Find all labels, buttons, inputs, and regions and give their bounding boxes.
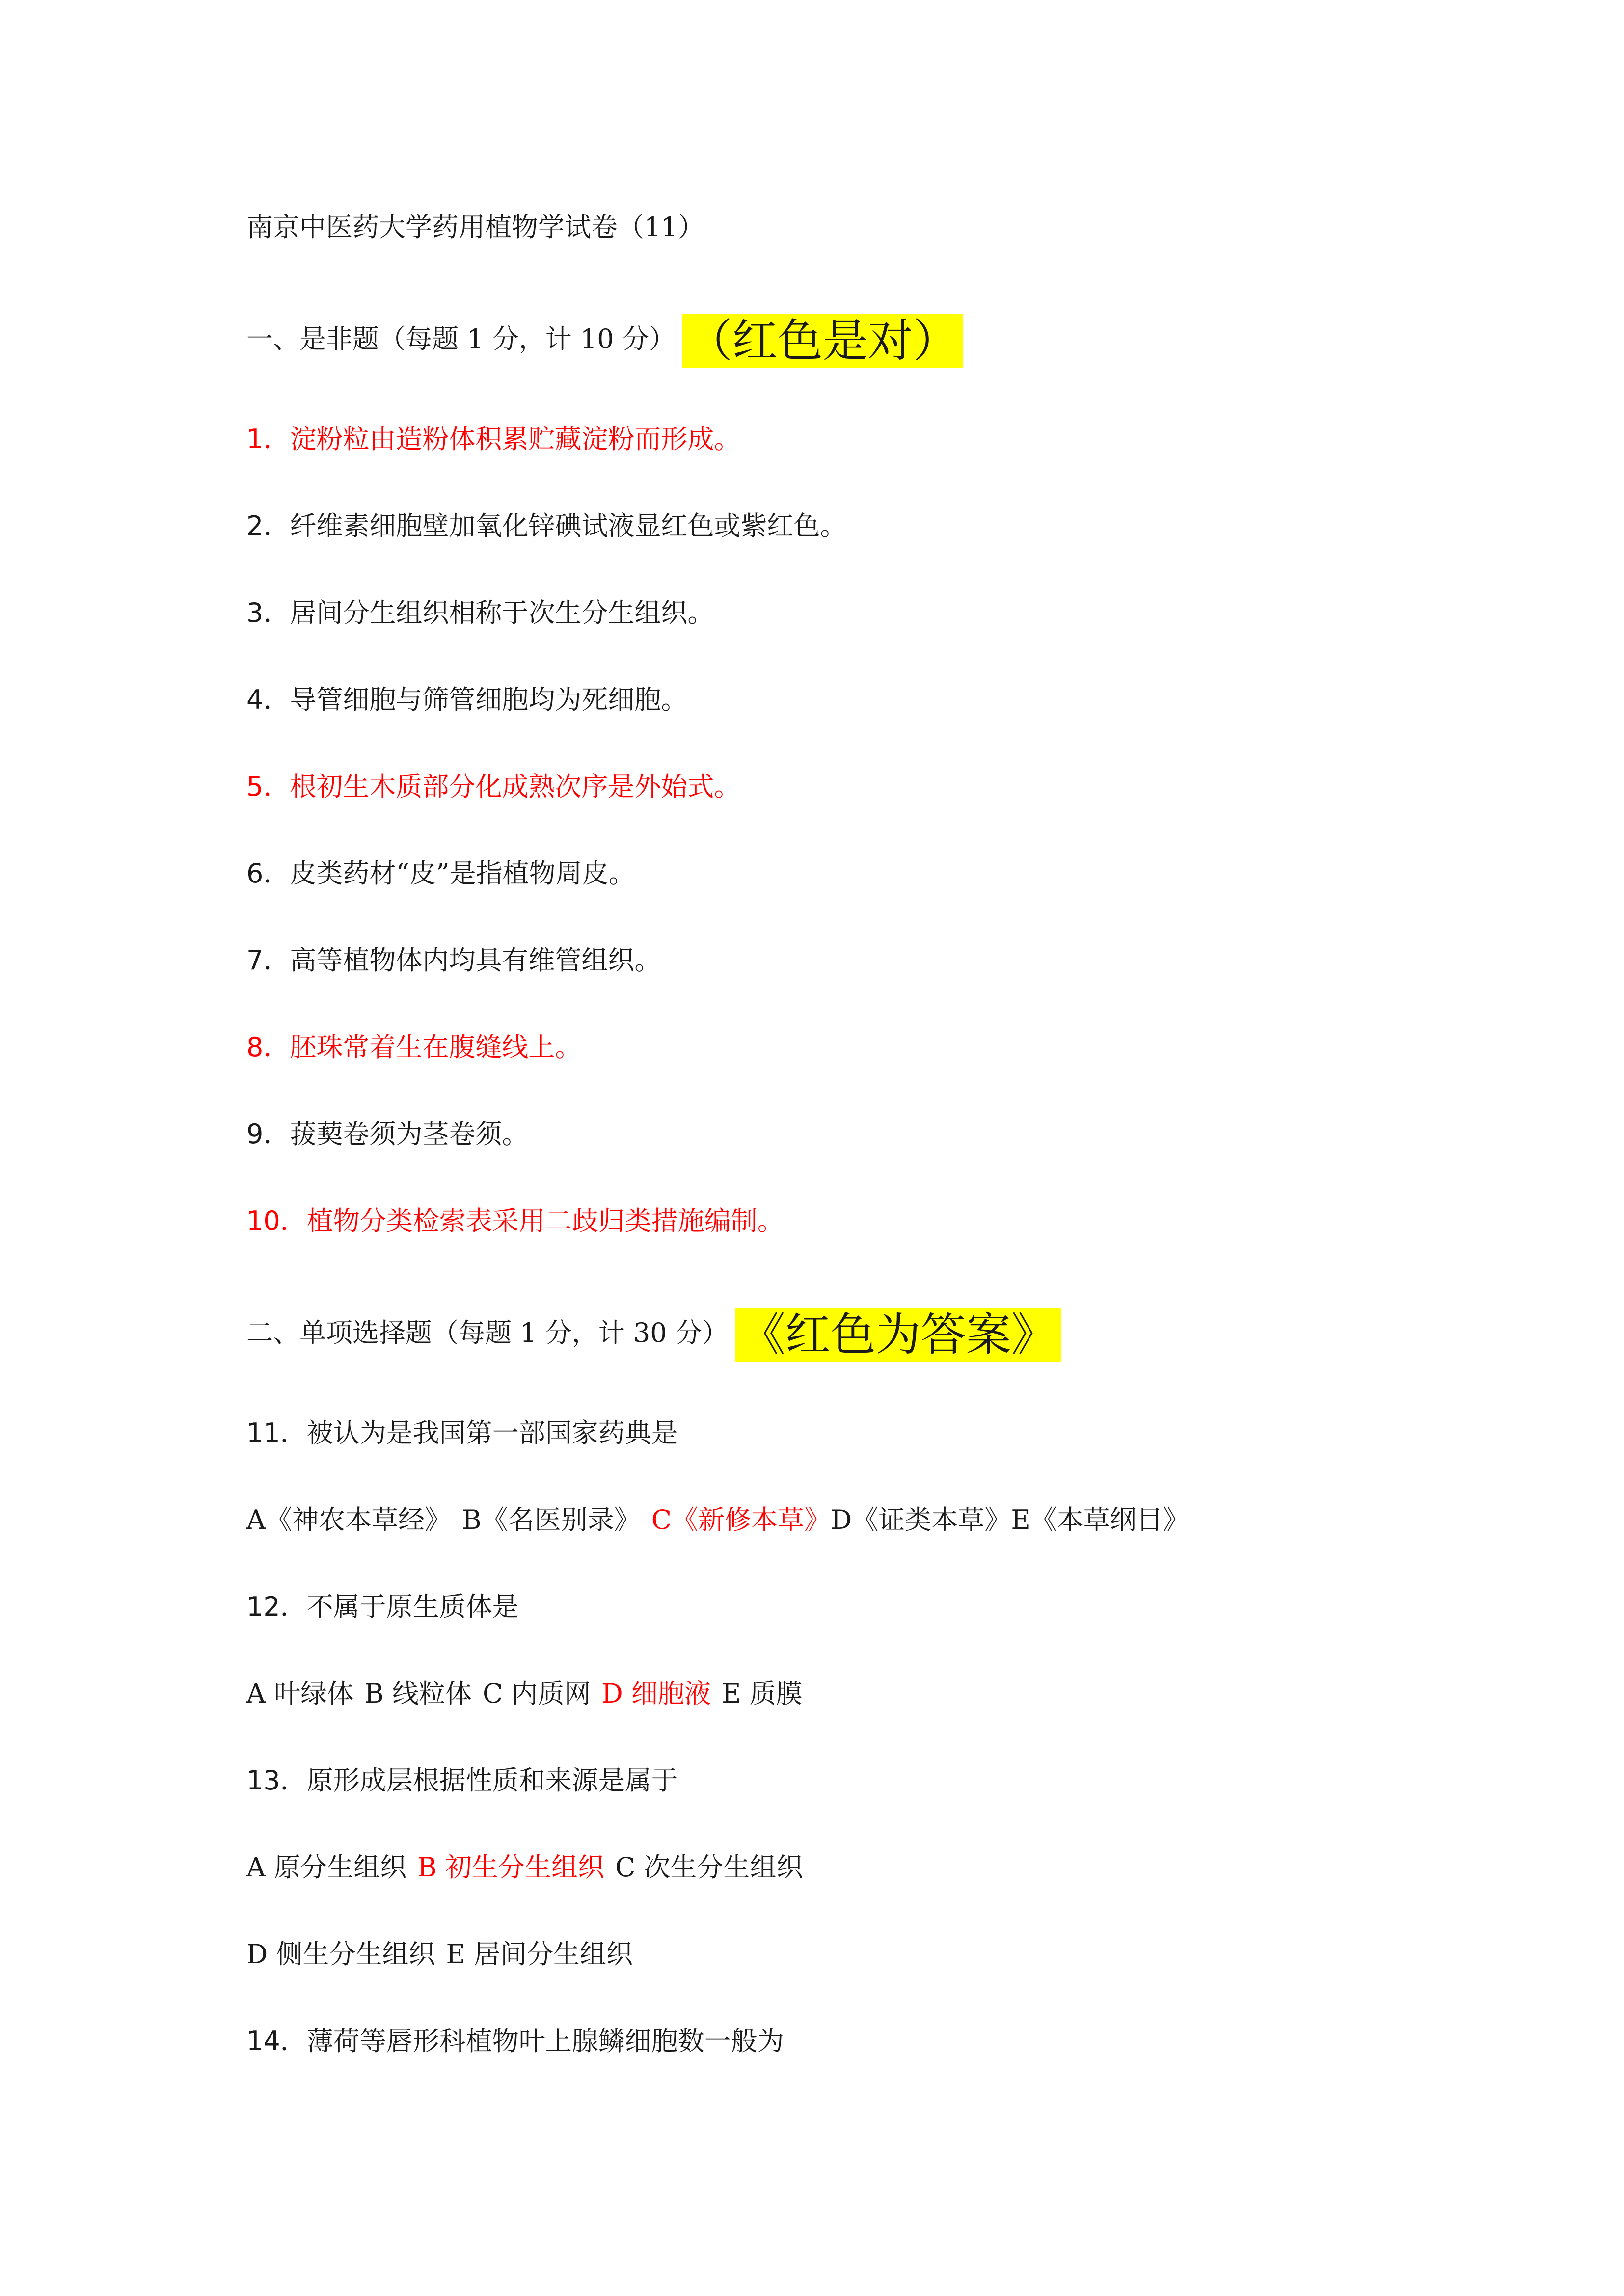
section2-answer-key-badge: 《红色为答案》 xyxy=(735,1308,1061,1362)
question-text: 被认为是我国第一部国家药典是 xyxy=(306,1417,678,1448)
option-d-answer: D 细胞液 xyxy=(601,1678,711,1709)
item-text: 植物分类检索表采用二歧归类措施编制。 xyxy=(306,1205,784,1236)
option-b: B 线粒体 xyxy=(364,1678,472,1709)
question-number: 11． xyxy=(246,1417,307,1448)
item-number: 6． xyxy=(246,858,290,889)
page-title: 南京中医药大学药用植物学试卷（11） xyxy=(246,212,704,242)
option-e: E 居间分生组织 xyxy=(446,1939,633,1970)
question-12 xyxy=(246,1590,519,1624)
question-11 xyxy=(246,1416,678,1450)
question-13 xyxy=(246,1763,678,1798)
item-number: 1． xyxy=(246,424,290,454)
question-number: 12． xyxy=(246,1591,307,1622)
item-number: 5． xyxy=(246,771,290,802)
section1-heading-text: 一、是非题（每题 1 分，计 10 分） xyxy=(246,323,676,354)
question-text: 原形成层根据性质和来源是属于 xyxy=(306,1765,678,1796)
option-d: D 侧生分生组织 xyxy=(246,1939,435,1970)
item-number: 7． xyxy=(246,945,290,976)
tf-item-7 xyxy=(246,943,661,978)
section2-heading-text: 二、单项选择题（每题 1 分，计 30 分） xyxy=(246,1317,729,1348)
tf-item-1 xyxy=(246,422,740,456)
item-text: 胚珠常着生在腹缝线上。 xyxy=(290,1032,582,1063)
option-a: A 原分生组织 xyxy=(246,1852,407,1883)
item-text: 高等植物体内均具有维管组织。 xyxy=(290,945,661,976)
item-text: 菝葜卷须为茎卷须。 xyxy=(290,1119,529,1149)
option-c: C 次生分生组织 xyxy=(615,1852,803,1883)
item-text: 淀粉粒由造粉体积累贮藏淀粉而形成。 xyxy=(290,424,741,454)
tf-item-8 xyxy=(246,1030,581,1065)
item-text: 皮类药材“皮”是指植物周皮。 xyxy=(290,858,635,889)
tf-item-5 xyxy=(246,770,740,804)
option-c-answer: C《新修本草》 xyxy=(651,1504,831,1535)
option-a: A《神农本草经》 xyxy=(246,1504,451,1535)
item-number: 2． xyxy=(246,510,290,541)
question-number: 14． xyxy=(246,2026,307,2056)
option-b-answer: B 初生分生组织 xyxy=(417,1852,605,1883)
question-11-options xyxy=(246,1503,1190,1537)
item-number: 10． xyxy=(246,1205,307,1236)
question-number: 13． xyxy=(246,1765,307,1796)
section1-answer-key-badge: （红色是对） xyxy=(682,314,963,368)
question-text: 薄荷等唇形科植物叶上腺鳞细胞数一般为 xyxy=(306,2026,784,2056)
question-12-options xyxy=(246,1677,803,1711)
item-number: 9． xyxy=(246,1119,290,1149)
item-text: 居间分生组织相称于次生分生组织。 xyxy=(290,597,714,628)
tf-item-10 xyxy=(246,1204,784,1238)
item-number: 3． xyxy=(246,597,290,628)
option-a: A 叶绿体 xyxy=(246,1678,354,1709)
item-number: 8． xyxy=(246,1032,290,1063)
option-e: E《本草纲目》 xyxy=(1011,1504,1190,1535)
tf-item-3 xyxy=(246,596,714,630)
section2-heading xyxy=(246,1308,1061,1362)
option-c: C 内质网 xyxy=(483,1678,591,1709)
tf-item-2 xyxy=(246,509,846,543)
question-text: 不属于原生质体是 xyxy=(306,1591,519,1622)
item-text: 根初生木质部分化成熟次序是外始式。 xyxy=(290,771,741,802)
option-e: E 质膜 xyxy=(721,1678,803,1709)
section1-heading xyxy=(246,314,963,368)
tf-item-4 xyxy=(246,683,687,717)
tf-item-9 xyxy=(246,1117,528,1151)
tf-item-6 xyxy=(246,856,635,891)
option-b: B《名医别录》 xyxy=(462,1504,641,1535)
question-13-options-row2 xyxy=(246,1937,633,1972)
question-14 xyxy=(246,2024,784,2058)
option-d: D《证类本草》 xyxy=(831,1504,1011,1535)
item-text: 导管细胞与筛管细胞均为死细胞。 xyxy=(290,684,688,715)
question-13-options-row1 xyxy=(246,1850,803,1885)
item-text: 纤维素细胞壁加氧化锌碘试液显红色或紫红色。 xyxy=(290,510,847,541)
item-number: 4． xyxy=(246,684,290,715)
